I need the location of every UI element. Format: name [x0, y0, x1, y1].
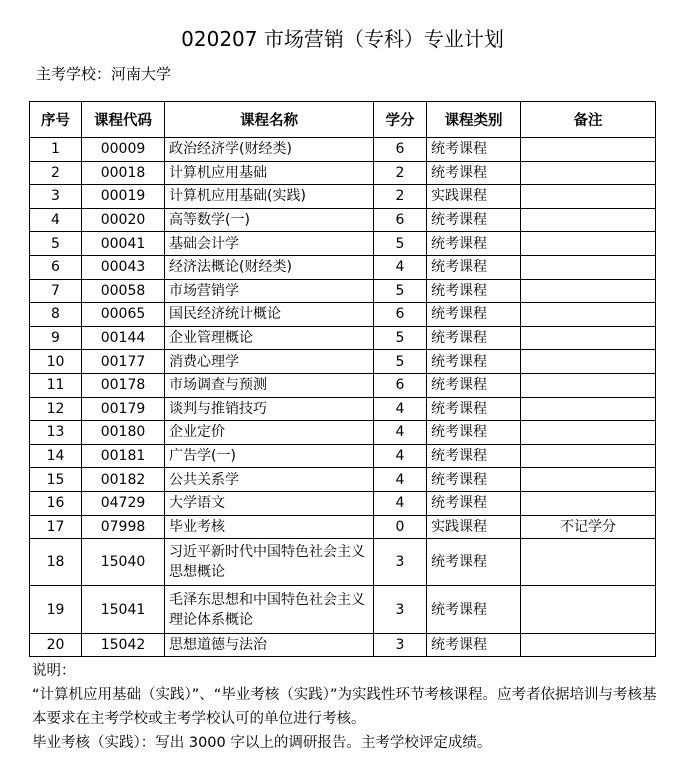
- cell-name: 市场营销学: [165, 279, 374, 303]
- cell-type: 统考课程: [427, 539, 521, 586]
- cell-credit: 4: [374, 444, 427, 468]
- notes-section: [32, 659, 668, 755]
- cell-remark: [521, 138, 656, 162]
- cell-credit: 5: [374, 232, 427, 256]
- cell-code: 00177: [82, 350, 165, 374]
- cell-remark: [521, 185, 656, 209]
- cell-type: 统考课程: [427, 232, 521, 256]
- header-name: 课程名称: [165, 102, 374, 138]
- cell-name: 计算机应用基础(实践): [165, 185, 374, 209]
- cell-type: 统考课程: [427, 373, 521, 397]
- cell-type: 统考课程: [427, 208, 521, 232]
- cell-no: 6: [30, 255, 82, 279]
- cell-name: 企业定价: [165, 421, 374, 445]
- header-code: 课程代码: [82, 102, 165, 138]
- cell-type: 实践课程: [427, 185, 521, 209]
- cell-credit: 2: [374, 185, 427, 209]
- table-row: [30, 397, 656, 421]
- table-row: [30, 161, 656, 185]
- cell-type: 统考课程: [427, 421, 521, 445]
- header-no: 序号: [30, 102, 82, 138]
- cell-no: 4: [30, 208, 82, 232]
- cell-name: 毛泽东思想和中国特色社会主义理论体系概论: [165, 586, 374, 633]
- table-row: [30, 185, 656, 209]
- cell-credit: 2: [374, 161, 427, 185]
- cell-credit: 0: [374, 515, 427, 539]
- notes-line-2: 毕业考核（实践）：写出 3000 字以上的调研报告。主考学校评定成绩。: [32, 735, 492, 751]
- cell-credit: 4: [374, 491, 427, 515]
- cell-no: 20: [30, 633, 82, 657]
- cell-code: 15042: [82, 633, 165, 657]
- cell-code: 15040: [82, 539, 165, 586]
- cell-type: 统考课程: [427, 279, 521, 303]
- cell-name: 谈判与推销技巧: [165, 397, 374, 421]
- cell-code: 00178: [82, 373, 165, 397]
- table-header-row: [30, 102, 656, 138]
- cell-credit: 5: [374, 350, 427, 374]
- cell-credit: 5: [374, 326, 427, 350]
- cell-name: 思想道德与法治: [165, 633, 374, 657]
- table-row: [30, 279, 656, 303]
- cell-code: 00041: [82, 232, 165, 256]
- cell-credit: 4: [374, 255, 427, 279]
- cell-remark: 不记学分: [521, 515, 656, 539]
- cell-remark: [521, 444, 656, 468]
- cell-name: 广告学(一): [165, 444, 374, 468]
- cell-code: 00144: [82, 326, 165, 350]
- page-title: 020207 市场营销（专科）专业计划: [181, 27, 504, 51]
- table-row: [30, 421, 656, 445]
- cell-name: 市场调查与预测: [165, 373, 374, 397]
- cell-no: 3: [30, 185, 82, 209]
- cell-type: 统考课程: [427, 138, 521, 162]
- cell-name: 国民经济统计概论: [165, 303, 374, 327]
- cell-remark: [521, 255, 656, 279]
- cell-no: 2: [30, 161, 82, 185]
- cell-type: 实践课程: [427, 515, 521, 539]
- table-row: [30, 586, 656, 633]
- cell-remark: [521, 468, 656, 492]
- cell-name: 经济法概论(财经类): [165, 255, 374, 279]
- cell-credit: 5: [374, 279, 427, 303]
- cell-code: 00179: [82, 397, 165, 421]
- cell-credit: 6: [374, 373, 427, 397]
- cell-credit: 4: [374, 421, 427, 445]
- cell-no: 7: [30, 279, 82, 303]
- cell-remark: [521, 633, 656, 657]
- cell-type: 统考课程: [427, 255, 521, 279]
- cell-credit: 4: [374, 468, 427, 492]
- table-row: [30, 468, 656, 492]
- table-row: [30, 232, 656, 256]
- cell-name: 消费心理学: [165, 350, 374, 374]
- cell-code: 00182: [82, 468, 165, 492]
- cell-type: 统考课程: [427, 444, 521, 468]
- cell-code: 07998: [82, 515, 165, 539]
- cell-type: 统考课程: [427, 350, 521, 374]
- cell-code: 00019: [82, 185, 165, 209]
- cell-name: 大学语文: [165, 491, 374, 515]
- header-credit: 学分: [374, 102, 427, 138]
- table-row: [30, 255, 656, 279]
- cell-credit: 3: [374, 539, 427, 586]
- cell-remark: [521, 421, 656, 445]
- table-row: [30, 444, 656, 468]
- cell-type: 统考课程: [427, 303, 521, 327]
- cell-remark: [521, 586, 656, 633]
- table-row: [30, 326, 656, 350]
- table-row: [30, 491, 656, 515]
- cell-name: 计算机应用基础: [165, 161, 374, 185]
- cell-remark: [521, 373, 656, 397]
- cell-no: 15: [30, 468, 82, 492]
- cell-remark: [521, 539, 656, 586]
- cell-no: 17: [30, 515, 82, 539]
- header-type: 课程类别: [427, 102, 521, 138]
- cell-remark: [521, 208, 656, 232]
- cell-remark: [521, 397, 656, 421]
- cell-no: 16: [30, 491, 82, 515]
- cell-type: 统考课程: [427, 161, 521, 185]
- cell-remark: [521, 350, 656, 374]
- cell-credit: 6: [374, 138, 427, 162]
- cell-no: 1: [30, 138, 82, 162]
- cell-code: 00020: [82, 208, 165, 232]
- cell-remark: [521, 326, 656, 350]
- table-row: [30, 350, 656, 374]
- cell-no: 5: [30, 232, 82, 256]
- table-row: [30, 373, 656, 397]
- cell-code: 00018: [82, 161, 165, 185]
- notes-heading: 说明：: [32, 663, 76, 679]
- notes-line-1: “计算机应用基础（实践）”、“毕业考核（实践）”为实践性环节考核课程。应考者依据培训与考核基本要求在主考学校或主考学校认可的单位进行考核。: [32, 687, 657, 727]
- cell-type: 统考课程: [427, 491, 521, 515]
- cell-code: 04729: [82, 491, 165, 515]
- cell-name: 企业管理概论: [165, 326, 374, 350]
- table-row: [30, 515, 656, 539]
- cell-type: 统考课程: [427, 633, 521, 657]
- cell-credit: 3: [374, 586, 427, 633]
- cell-type: 统考课程: [427, 397, 521, 421]
- cell-type: 统考课程: [427, 326, 521, 350]
- cell-name: 高等数学(一): [165, 208, 374, 232]
- cell-credit: 6: [374, 303, 427, 327]
- cell-remark: [521, 161, 656, 185]
- table-row: [30, 208, 656, 232]
- cell-no: 9: [30, 326, 82, 350]
- cell-type: 统考课程: [427, 468, 521, 492]
- cell-code: 00058: [82, 279, 165, 303]
- cell-no: 13: [30, 421, 82, 445]
- main-exam-school: 主考学校：河南大学: [36, 65, 172, 83]
- table-row: [30, 303, 656, 327]
- header-remark: 备注: [521, 102, 656, 138]
- cell-remark: [521, 491, 656, 515]
- cell-no: 8: [30, 303, 82, 327]
- cell-code: 00043: [82, 255, 165, 279]
- table-row: [30, 633, 656, 657]
- cell-credit: 4: [374, 397, 427, 421]
- cell-no: 19: [30, 586, 82, 633]
- cell-code: 00065: [82, 303, 165, 327]
- cell-name: 政治经济学(财经类): [165, 138, 374, 162]
- cell-no: 18: [30, 539, 82, 586]
- cell-name: 基础会计学: [165, 232, 374, 256]
- cell-credit: 3: [374, 633, 427, 657]
- cell-no: 12: [30, 397, 82, 421]
- cell-name: 习近平新时代中国特色社会主义思想概论: [165, 539, 374, 586]
- cell-code: 15041: [82, 586, 165, 633]
- cell-remark: [521, 303, 656, 327]
- cell-no: 14: [30, 444, 82, 468]
- cell-remark: [521, 232, 656, 256]
- cell-remark: [521, 279, 656, 303]
- cell-code: 00181: [82, 444, 165, 468]
- cell-no: 11: [30, 373, 82, 397]
- cell-name: 公共关系学: [165, 468, 374, 492]
- cell-code: 00180: [82, 421, 165, 445]
- table-row: [30, 138, 656, 162]
- cell-type: 统考课程: [427, 586, 521, 633]
- cell-name: 毕业考核: [165, 515, 374, 539]
- cell-code: 00009: [82, 138, 165, 162]
- cell-no: 10: [30, 350, 82, 374]
- cell-credit: 6: [374, 208, 427, 232]
- table-row: [30, 539, 656, 586]
- course-plan-table: [29, 101, 656, 657]
